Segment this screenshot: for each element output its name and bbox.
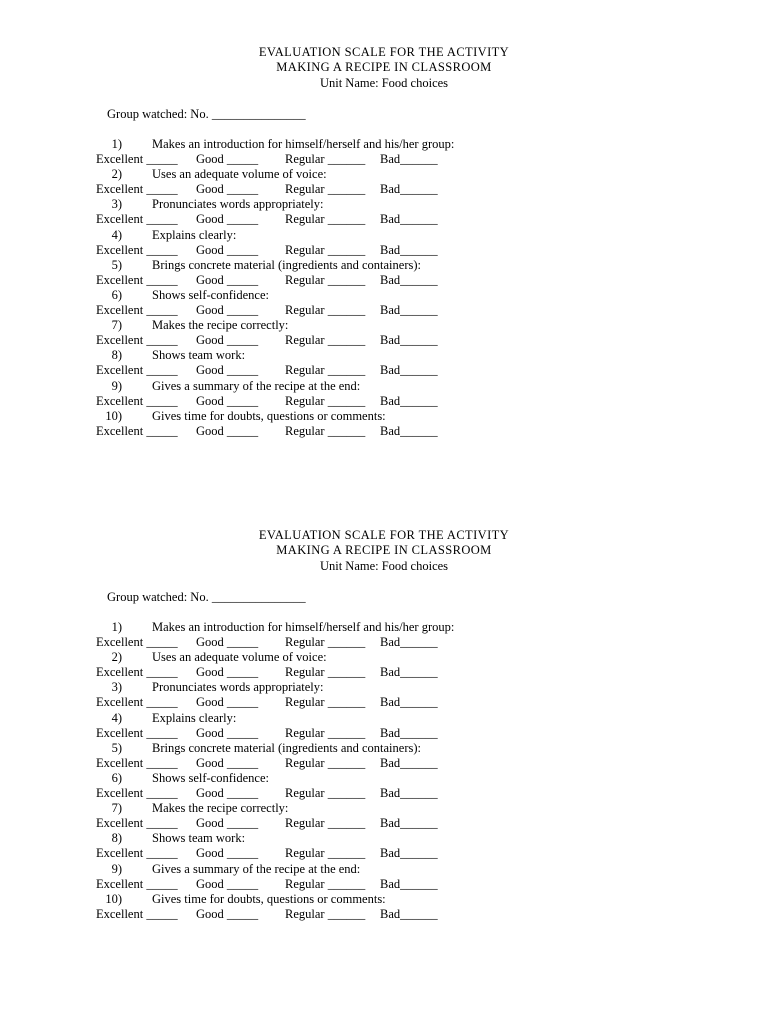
- criterion-item: [0, 318, 768, 348]
- criterion-number: 6): [111, 287, 122, 302]
- rating-excellent-blank: Excellent _____: [96, 695, 178, 710]
- criterion-text: Pronunciates words appropriately:: [152, 197, 324, 212]
- rating-regular-blank: Regular ______: [285, 665, 366, 680]
- criterion-item: [0, 409, 768, 439]
- criterion-number: 2): [111, 167, 122, 182]
- rating-bad-blank: Bad______: [380, 635, 438, 649]
- criterion-number: 10): [105, 408, 122, 423]
- rating-regular-blank: Regular ______: [285, 152, 366, 166]
- rating-regular-blank: Regular ______: [285, 816, 366, 831]
- rating-excellent-blank: Excellent _____: [96, 182, 178, 197]
- criterion-number: 7): [111, 801, 122, 816]
- rating-good-blank: Good _____: [196, 302, 259, 317]
- rating-excellent-blank: Excellent _____: [96, 302, 178, 317]
- rating-good-blank: Good _____: [196, 846, 259, 861]
- rating-good-blank: Good _____: [196, 242, 259, 257]
- criterion-number: 7): [111, 318, 122, 333]
- rating-good-blank: Good _____: [196, 212, 259, 227]
- rating-bad-blank: Bad______: [380, 876, 438, 891]
- rating-regular-blank: Regular ______: [285, 876, 366, 891]
- rating-good-blank: Good _____: [196, 876, 259, 891]
- group-watched-field: Group watched: No. _______________: [107, 590, 306, 604]
- criterion-text: Shows self-confidence:: [152, 770, 269, 785]
- rating-excellent-blank: Excellent _____: [96, 755, 178, 770]
- form-subtitle: MAKING A RECIPE IN CLASSROOM: [276, 60, 492, 74]
- rating-excellent-blank: Excellent _____: [96, 846, 178, 861]
- criterion-item: [0, 228, 768, 258]
- criterion-item: [0, 650, 768, 680]
- rating-regular-blank: Regular ______: [285, 423, 366, 438]
- criterion-number: 8): [111, 348, 122, 363]
- criterion-number: 9): [111, 861, 122, 876]
- criterion-item: [0, 137, 768, 167]
- criterion-item: [0, 167, 768, 197]
- criterion-number: 4): [111, 710, 122, 725]
- rating-excellent-blank: Excellent _____: [96, 906, 178, 921]
- rating-excellent-blank: Excellent _____: [96, 363, 178, 378]
- rating-good-blank: Good _____: [196, 333, 259, 348]
- criterion-text: Gives a summary of the recipe at the end:: [152, 861, 361, 876]
- rating-regular-blank: Regular ______: [285, 635, 366, 649]
- rating-excellent-blank: Excellent _____: [96, 876, 178, 891]
- criterion-number: 6): [111, 770, 122, 785]
- rating-bad-blank: Bad______: [380, 725, 438, 740]
- criterion-text: Uses an adequate volume of voice:: [152, 650, 327, 665]
- criterion-number: 9): [111, 378, 122, 393]
- rating-excellent-blank: Excellent _____: [96, 785, 178, 800]
- criterion-text: Gives a summary of the recipe at the end:: [152, 378, 361, 393]
- rating-good-blank: Good _____: [196, 393, 259, 408]
- criterion-text: Pronunciates words appropriately:: [152, 680, 324, 695]
- criterion-item: [0, 680, 768, 710]
- rating-regular-blank: Regular ______: [285, 302, 366, 317]
- rating-excellent-blank: Excellent _____: [96, 152, 178, 166]
- rating-regular-blank: Regular ______: [285, 363, 366, 378]
- rating-regular-blank: Regular ______: [285, 393, 366, 408]
- criteria-list: [0, 137, 768, 439]
- criterion-item: [0, 288, 768, 318]
- rating-bad-blank: Bad______: [380, 333, 438, 348]
- form-title: EVALUATION SCALE FOR THE ACTIVITY: [258, 528, 510, 542]
- criterion-text: Gives time for doubts, questions or comments:: [152, 408, 386, 423]
- criterion-number: 3): [111, 197, 122, 212]
- rating-regular-blank: Regular ______: [285, 906, 366, 921]
- criterion-item: [0, 620, 768, 650]
- rating-bad-blank: Bad______: [380, 212, 438, 227]
- criterion-item: [0, 711, 768, 741]
- criterion-text: Explains clearly:: [152, 227, 237, 242]
- rating-good-blank: Good _____: [196, 635, 259, 649]
- criterion-number: 5): [111, 257, 122, 272]
- criterion-item: [0, 771, 768, 801]
- rating-excellent-blank: Excellent _____: [96, 816, 178, 831]
- rating-regular-blank: Regular ______: [285, 785, 366, 800]
- rating-regular-blank: Regular ______: [285, 846, 366, 861]
- rating-excellent-blank: Excellent _____: [96, 665, 178, 680]
- rating-regular-blank: Regular ______: [285, 182, 366, 197]
- rating-good-blank: Good _____: [196, 695, 259, 710]
- criterion-item: [0, 348, 768, 378]
- criterion-text: Shows team work:: [152, 348, 246, 363]
- rating-good-blank: Good _____: [196, 785, 259, 800]
- group-watched-field: Group watched: No. _______________: [107, 107, 306, 121]
- criterion-number: 5): [111, 740, 122, 755]
- criterion-item: [0, 862, 768, 892]
- rating-good-blank: Good _____: [196, 665, 259, 680]
- rating-bad-blank: Bad______: [380, 393, 438, 408]
- rating-bad-blank: Bad______: [380, 695, 438, 710]
- rating-regular-blank: Regular ______: [285, 695, 366, 710]
- criterion-number: 10): [105, 891, 122, 906]
- criterion-text: Gives time for doubts, questions or comments:: [152, 891, 386, 906]
- criterion-text: Makes the recipe correctly:: [152, 801, 289, 816]
- rating-good-blank: Good _____: [196, 363, 259, 378]
- criterion-text: Shows self-confidence:: [152, 287, 269, 302]
- rating-bad-blank: Bad______: [380, 755, 438, 770]
- rating-good-blank: Good _____: [196, 272, 259, 287]
- unit-name: Unit Name: Food choices: [319, 559, 449, 573]
- rating-regular-blank: Regular ______: [285, 272, 366, 287]
- criterion-text: Brings concrete material (ingredients and containers):: [152, 740, 421, 755]
- criterion-text: Makes the recipe correctly:: [152, 318, 289, 333]
- criterion-item: [0, 831, 768, 861]
- rating-bad-blank: Bad______: [380, 272, 438, 287]
- rating-excellent-blank: Excellent _____: [96, 635, 178, 649]
- criterion-text: Brings concrete material (ingredients and containers):: [152, 257, 421, 272]
- criterion-item: [0, 801, 768, 831]
- criterion-number: 1): [111, 620, 122, 634]
- criterion-number: 2): [111, 650, 122, 665]
- rating-excellent-blank: Excellent _____: [96, 423, 178, 438]
- criterion-number: 1): [111, 137, 122, 151]
- rating-excellent-blank: Excellent _____: [96, 272, 178, 287]
- criterion-text: Shows team work:: [152, 831, 246, 846]
- criteria-list: [0, 620, 768, 922]
- rating-regular-blank: Regular ______: [285, 212, 366, 227]
- rating-bad-blank: Bad______: [380, 242, 438, 257]
- criterion-text: Makes an introduction for himself/herself and his/her group:: [152, 137, 455, 151]
- rating-good-blank: Good _____: [196, 152, 259, 166]
- rating-regular-blank: Regular ______: [285, 755, 366, 770]
- rating-bad-blank: Bad______: [380, 785, 438, 800]
- rating-excellent-blank: Excellent _____: [96, 242, 178, 257]
- rating-excellent-blank: Excellent _____: [96, 393, 178, 408]
- criterion-number: 8): [111, 831, 122, 846]
- rating-good-blank: Good _____: [196, 755, 259, 770]
- rating-excellent-blank: Excellent _____: [96, 725, 178, 740]
- rating-good-blank: Good _____: [196, 816, 259, 831]
- criterion-item: [0, 892, 768, 922]
- criterion-text: Makes an introduction for himself/herself and his/her group:: [152, 620, 455, 634]
- rating-bad-blank: Bad______: [380, 302, 438, 317]
- rating-bad-blank: Bad______: [380, 152, 438, 166]
- rating-bad-blank: Bad______: [380, 363, 438, 378]
- rating-excellent-blank: Excellent _____: [96, 333, 178, 348]
- criterion-text: Explains clearly:: [152, 710, 237, 725]
- rating-good-blank: Good _____: [196, 906, 259, 921]
- criterion-item: [0, 197, 768, 227]
- unit-name: Unit Name: Food choices: [319, 76, 449, 90]
- rating-bad-blank: Bad______: [380, 182, 438, 197]
- rating-excellent-blank: Excellent _____: [96, 212, 178, 227]
- rating-bad-blank: Bad______: [380, 906, 438, 921]
- rating-good-blank: Good _____: [196, 423, 259, 438]
- rating-bad-blank: Bad______: [380, 846, 438, 861]
- rating-regular-blank: Regular ______: [285, 333, 366, 348]
- form-subtitle: MAKING A RECIPE IN CLASSROOM: [276, 543, 492, 557]
- criterion-item: [0, 379, 768, 409]
- rating-bad-blank: Bad______: [380, 816, 438, 831]
- rating-bad-blank: Bad______: [380, 423, 438, 438]
- rating-good-blank: Good _____: [196, 725, 259, 740]
- criterion-item: [0, 258, 768, 288]
- criterion-number: 4): [111, 227, 122, 242]
- criterion-item: [0, 741, 768, 771]
- rating-bad-blank: Bad______: [380, 665, 438, 680]
- rating-good-blank: Good _____: [196, 182, 259, 197]
- rating-regular-blank: Regular ______: [285, 725, 366, 740]
- criterion-text: Uses an adequate volume of voice:: [152, 167, 327, 182]
- rating-regular-blank: Regular ______: [285, 242, 366, 257]
- form-title: EVALUATION SCALE FOR THE ACTIVITY: [258, 45, 510, 59]
- criterion-number: 3): [111, 680, 122, 695]
